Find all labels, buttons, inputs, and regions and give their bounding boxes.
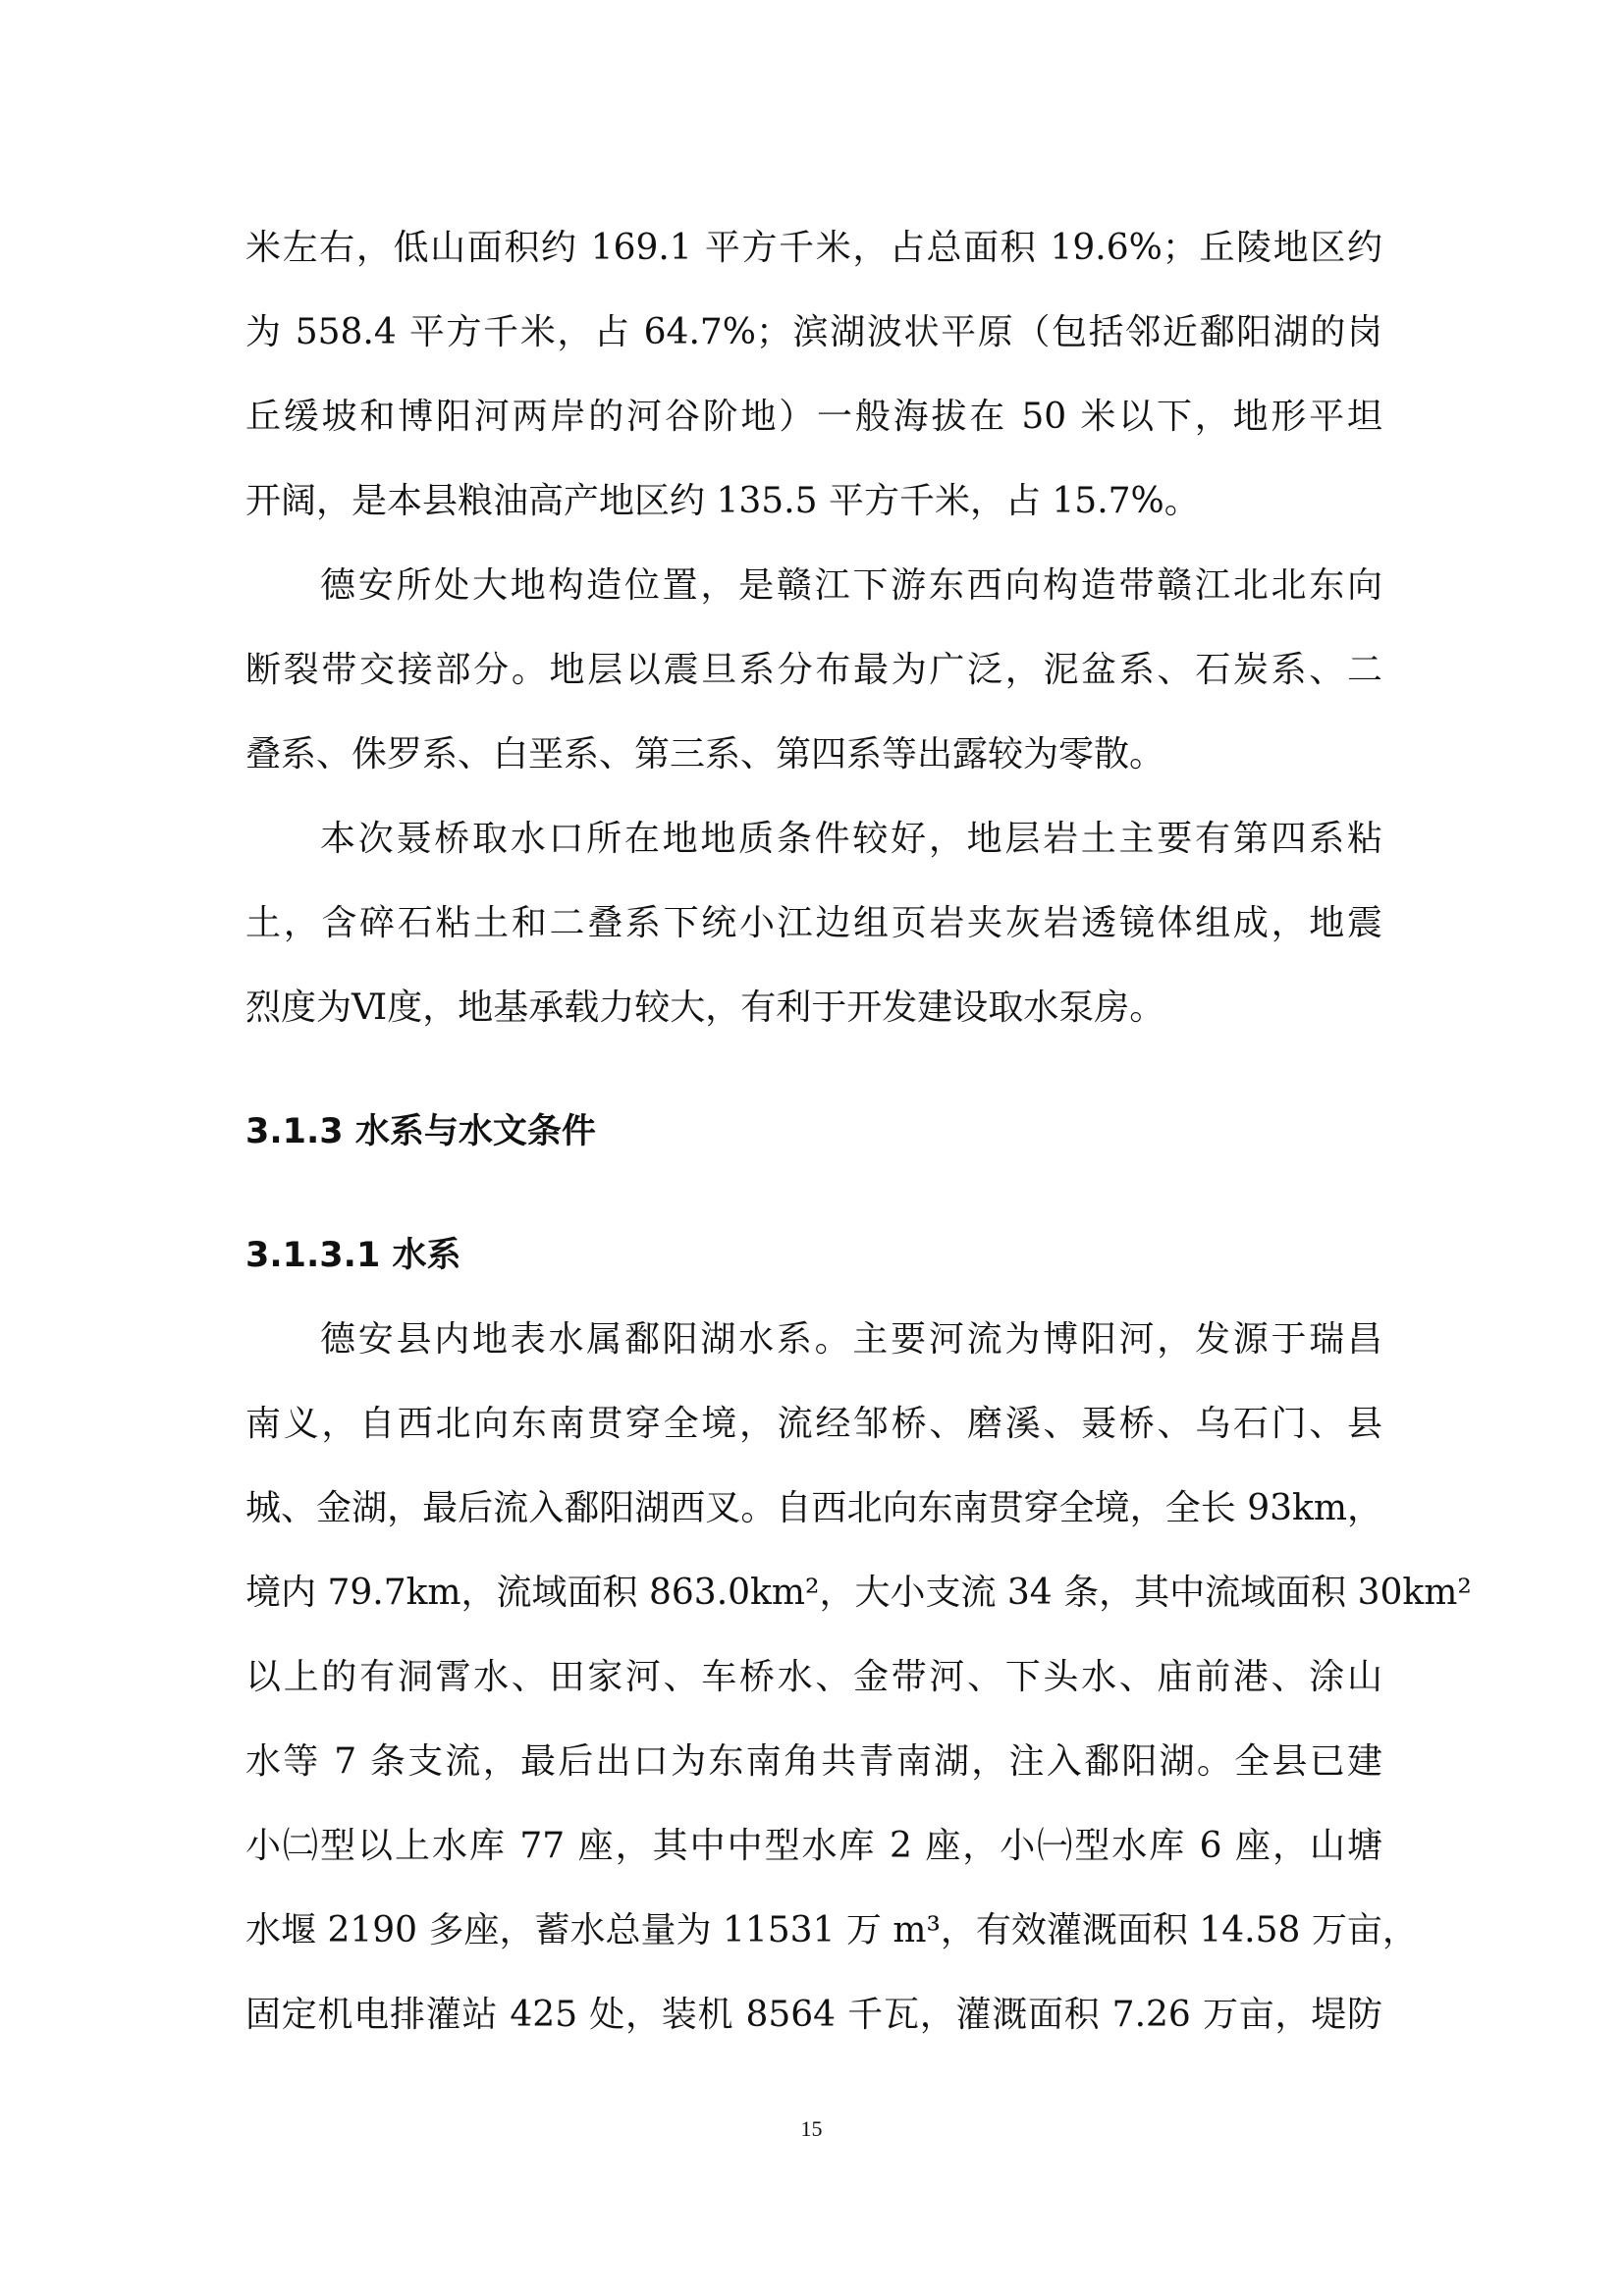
text-line: 小㈡型以上水库 77 座，其中中型水库 2 座，小㈠型水库 6 座，山塘 xyxy=(245,1826,1382,1866)
text-line: 烈度为Ⅵ度，地基承载力较大，有利于开发建设取水泵房。 xyxy=(245,988,1165,1028)
text-line: 德安所处大地构造位置，是赣江下游东西向构造带赣江北北东向 xyxy=(320,565,1382,606)
text-line: 断裂带交接部分。地层以震旦系分布最为广泛，泥盆系、石炭系、二 xyxy=(245,650,1382,690)
text-line: 固定机电排灌站 425 处，装机 8564 千瓦，灌溉面积 7.26 万亩，堤防 xyxy=(245,1995,1382,2035)
paragraph-water-system xyxy=(245,1298,1472,2057)
text-line: 以上的有洞霄水、田家河、车桥水、金带河、下头水、庙前港、涂山 xyxy=(245,1657,1382,1697)
paragraph-geology-structure xyxy=(245,544,1382,797)
text-line: 德安县内地表水属鄱阳湖水系。主要河流为博阳河，发源于瑞昌 xyxy=(320,1319,1382,1360)
text-line: 开阔，是本县粮油高产地区约 135.5 平方千米，占 15.7%。 xyxy=(245,481,1200,521)
text-line: 南义，自西北向东南贯穿全境，流经邹桥、磨溪、聂桥、乌石门、县 xyxy=(245,1404,1382,1444)
paragraph-intake-geology xyxy=(245,797,1382,1050)
page-body xyxy=(245,206,1472,2057)
text-line: 丘缓坡和博阳河两岸的河谷阶地）一般海拔在 50 米以下，地形平坦 xyxy=(245,397,1382,437)
text-line: 水等 7 条支流，最后出口为东南角共青南湖，注入鄱阳湖。全县已建 xyxy=(245,1741,1382,1782)
text-line: 本次聂桥取水口所在地地质条件较好，地层岩土主要有第四系粘 xyxy=(320,819,1382,859)
text-line: 米左右，低山面积约 169.1 平方千米，占总面积 19.6%；丘陵地区约 xyxy=(245,228,1382,268)
text-line: 城、金湖，最后流入鄱阳湖西叉。自西北向东南贯穿全境，全长 93km， xyxy=(245,1488,1382,1528)
section-heading-3-1-3: 3.1.3 水系与水文条件 xyxy=(245,1112,596,1151)
section-heading-3-1-3-1: 3.1.3.1 水系 xyxy=(245,1236,461,1275)
text-line: 叠系、侏罗系、白垩系、第三系、第四系等出露较为零散。 xyxy=(245,734,1165,774)
page-number: 15 xyxy=(800,2116,823,2141)
text-line: 境内 79.7km，流域面积 863.0km²，大小支流 34 条，其中流域面积 30km² xyxy=(245,1573,1472,1613)
text-line: 水堰 2190 多座，蓄水总量为 11531 万 m³，有效灌溉面积 14.58 万亩， xyxy=(245,1910,1418,1950)
paragraph-terrain xyxy=(245,206,1382,544)
text-line: 土，含碎石粘土和二叠系下统小江边组页岩夹灰岩透镜体组成，地震 xyxy=(245,903,1382,943)
text-line: 为 558.4 平方千米，占 64.7%；滨湖波状平原（包括邻近鄱阳湖的岗 xyxy=(245,312,1382,352)
